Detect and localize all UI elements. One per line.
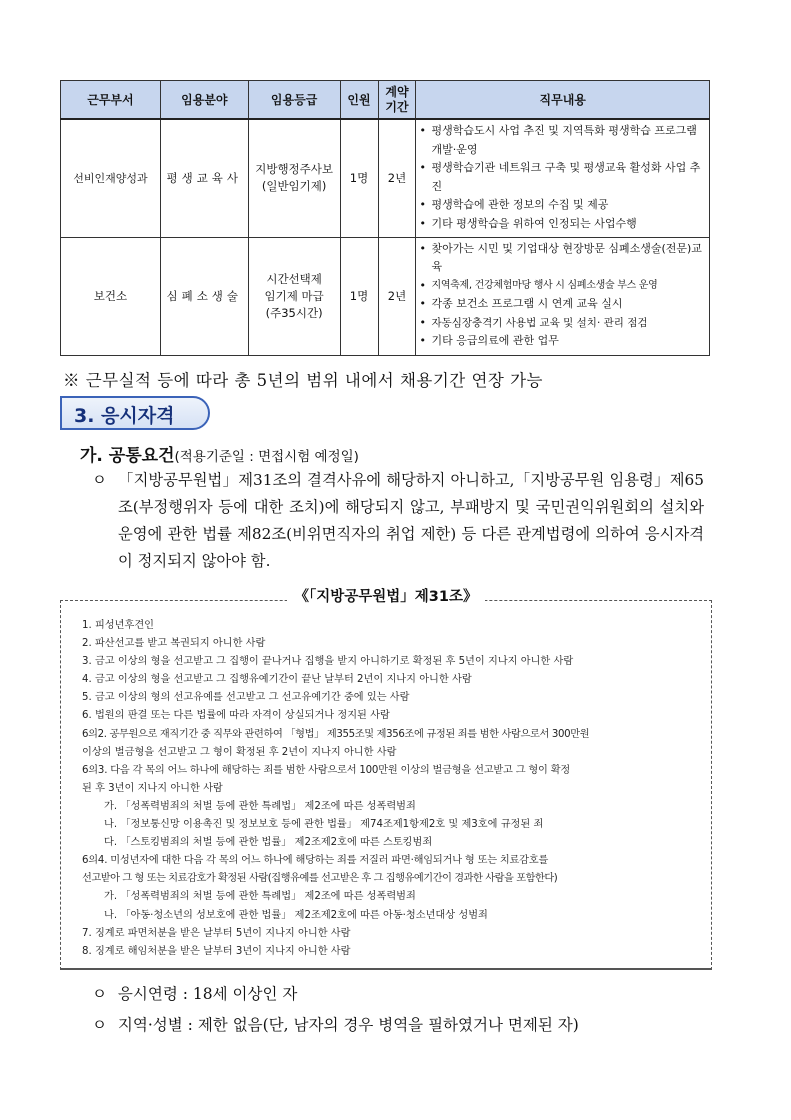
table-row (61, 237, 710, 355)
requirement-text: 「지방공무원법」제31조의 결격사유에 해당하지 아니하고,「지방공무원 임용령」제65조(부정행위자 등에 대한 조치)에 해당되지 않고, 부패방지 및 국민권익위원회의 설치와 운영에 관한 법률 제82조(비위면직자의 취업 제한) 등 다른 관계법령에 의하여 응시자격이 정지되지 않아야 함. (118, 471, 704, 570)
circle-bullet-icon: ㅇ (92, 471, 107, 489)
extension-note: ※ 근무실적 등에 따라 총 5년의 범위 내에서 채용기간 연장 가능 (63, 371, 543, 390)
duty-item: • 찾아가는 시민 및 기업대상 현장방문 심폐소생술(전문)교육 (419, 240, 706, 277)
section-badge (60, 396, 210, 430)
bullet-icon: • (419, 297, 426, 310)
region-text: 지역·성별 : 제한 없음(단, 남자의 경우 병역을 필하였거나 면제된 자) (117, 1016, 579, 1034)
dept-cell: 보건소 (61, 237, 161, 355)
bullet-icon: • (419, 124, 426, 137)
bullet-icon: • (419, 241, 426, 255)
duties-cell (416, 237, 710, 355)
duty-item: • 기타 평생학습을 위하여 인정되는 사업수행 (419, 215, 706, 234)
bullet-icon: • (419, 278, 426, 292)
law-line: 6의2. 공무원으로 재직기간 중 직무와 관련하여 「형법」 제355조및 제356조에 규정된 죄를 범한 사람으로서 300만원 (82, 728, 590, 740)
law-line: 1. 피성년후견인 (82, 620, 155, 631)
duty-item: • 평생학습에 관한 정보의 수집 및 제공 (419, 196, 706, 215)
table-header-row (61, 81, 710, 120)
count-cell: 1명 (340, 237, 378, 355)
law-line: 5. 금고 이상의 형의 선고유예를 선고받고 그 선고유예기간 중에 있는 사람 (82, 692, 410, 704)
grade-cell: 지방행정주사보 (일반임기제) (248, 119, 340, 237)
law-line: 6. 법원의 판결 또는 다른 법률에 따라 자격이 상실되거나 정지된 사람 (82, 710, 390, 722)
table-row (61, 119, 710, 237)
law-line: 다. 「스토킹범죄의 처벌 등에 관한 법률」 제2조제2호에 따른 스토킹범죄 (104, 837, 433, 849)
law-line: 나. 「정보통신망 이용촉진 및 정보보호 등에 관한 법률」 제74조제1항제2호 및 제3호에 규정된 죄 (104, 819, 544, 831)
subsection-heading (80, 441, 359, 466)
law-line: 6의4. 미성년자에 대한 다음 각 목의 어느 하나에 해당하는 죄를 저질러 파면·해임되거나 형 또는 치료감호를 (82, 855, 549, 867)
bullet-icon: • (419, 334, 426, 347)
subsection-label: 가. 공통요건 (80, 446, 175, 466)
field-cell: 심폐소생술 (160, 237, 248, 355)
header-grade: 임용등급 (248, 81, 340, 120)
law-line: 7. 징계로 파면처분을 받은 날부터 5년이 지나지 아니한 사람 (82, 927, 351, 939)
duty-item: • 자동심장충격기 사용법 교육 및 설치· 관리 점검 (419, 314, 706, 333)
period-cell: 2년 (378, 119, 416, 237)
section-title: 3. 응시자격 (74, 405, 175, 427)
law-box-title (60, 585, 712, 606)
duty-item: • 각종 보건소 프로그램 시 연계 교육 실시 (419, 295, 706, 314)
duty-item: • 기타 응급의료에 관한 업무 (419, 332, 706, 351)
field-cell: 평생교육사 (160, 119, 248, 237)
bullet-icon: • (419, 161, 426, 174)
header-count: 인원 (340, 81, 378, 120)
bullet-icon: • (419, 315, 426, 329)
law-line: 2. 파산선고를 받고 복권되지 아니한 사람 (82, 638, 266, 650)
law-line: 4. 금고 이상의 형을 선고받고 그 집행유예기간이 끝난 날부터 2년이 지나지 아니한 사람 (82, 674, 472, 686)
law-line: 된 후 3년이 지나지 아니한 사람 (82, 782, 223, 794)
duties-cell (416, 119, 710, 237)
law-line: 이상의 벌금형을 선고받고 그 형이 확정된 후 2년이 지나지 아니한 사람 (82, 746, 397, 758)
duty-item: • 지역축제, 건강체험마당 행사 시 심폐소생술 부스 운영 (419, 277, 706, 296)
dept-cell: 선비인재양성과 (61, 119, 161, 237)
law-line: 나. 「아동·청소년의 성보호에 관한 법률」 제2조제2호에 따른 아동·청소년대상 성범죄 (104, 909, 488, 921)
age-text: 응시연령 : 18세 이상인 자 (117, 985, 298, 1003)
law-list (82, 617, 714, 961)
law-line: 3. 금고 이상의 형을 선고받고 그 집행이 끝나거나 집행을 받지 아니하기로 확정된 후 5년이 지나지 아니한 사람 (82, 656, 574, 668)
recruitment-table (60, 80, 710, 356)
header-dept: 근무부서 (61, 81, 161, 120)
age-requirement (92, 982, 297, 1004)
bullet-icon: • (419, 198, 426, 211)
law-line: 가. 「성폭력범죄의 처벌 등에 관한 특례법」 제2조에 따른 성폭력범죄 (104, 800, 416, 812)
header-field: 임용분야 (160, 81, 248, 120)
law-line: 6의3. 다음 각 목의 어느 하나에 해당하는 죄를 범한 사람으로서 100만원 이상의 벌금형을 선고받고 그 형이 확정 (82, 764, 570, 776)
header-period: 계약 기간 (378, 81, 416, 120)
circle-bullet-icon: ㅇ (92, 985, 107, 1003)
period-cell: 2년 (378, 237, 416, 355)
circle-bullet-icon: ㅇ (92, 1016, 107, 1034)
duty-item: • 평생학습기관 네트워크 구축 및 평생교육 활성화 사업 추진 (419, 159, 706, 196)
law-line: 8. 징계로 해임처분을 받은 날부터 3년이 지나지 아니한 사람 (82, 945, 351, 957)
header-duties: 직무내용 (416, 81, 710, 120)
count-cell: 1명 (340, 119, 378, 237)
law-box-title-text: 《「지방공무원법」제31조》 (287, 589, 486, 605)
region-requirement (92, 1013, 579, 1035)
law-line: 가. 「성폭력범죄의 처벌 등에 관한 특례법」 제2조에 따른 성폭력범죄 (104, 891, 416, 903)
grade-cell: 시간선택제 임기제 마급 (주35시간) (248, 237, 340, 355)
law-line: 선고받아 그 형 또는 치료감호가 확정된 사람(집행유예를 선고받은 후 그 집행유예기간이 경과한 사람을 포함한다) (82, 873, 558, 885)
requirement-paragraph (92, 467, 704, 575)
duty-item: • 평생학습도시 사업 추진 및 지역특화 평생학습 프로그램 개발·운영 (419, 122, 706, 159)
subsection-detail: (적용기준일 : 면접시험 예정일) (174, 449, 359, 465)
bullet-icon: • (419, 216, 426, 230)
